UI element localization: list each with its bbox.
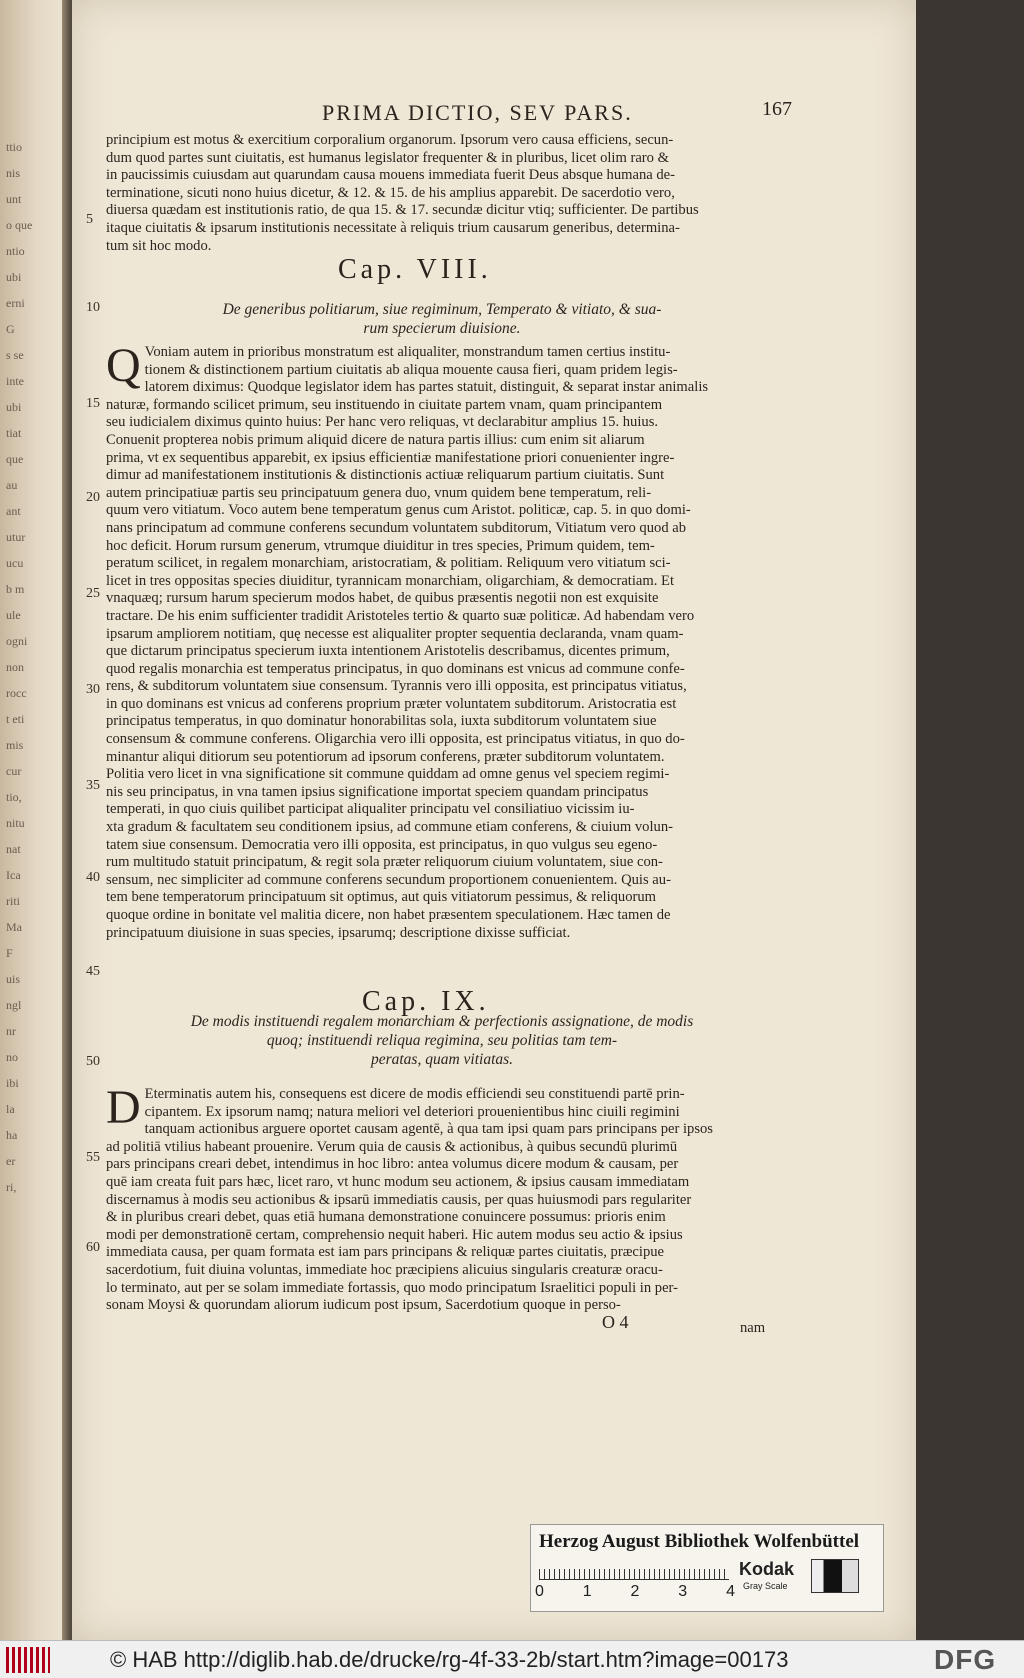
left-page-fragment: ubi: [6, 400, 22, 414]
text-line: quē iam creata fuit pars hæc, licet raro, vt hunc modum seu actionem, & ipsius causam immediatam: [106, 1173, 690, 1190]
text-line: sensum, nec simpliciter ad commune conferens secundum proportionem conuenientem. Quis au-: [106, 871, 671, 888]
chapter-9-heading: Cap. IX.: [362, 986, 490, 1017]
line-number: 50: [86, 1054, 100, 1069]
text-line: Politia vero licet in vna significatione sit commune quiddam ad omne genus vel speciem regimi-: [106, 766, 670, 783]
text-line: Voniam autem in prioribus monstratum est aliqualiter, monstrandum tamen certius institu-: [144, 344, 671, 360]
scale-numbers: [535, 1583, 735, 1601]
left-page-fragment: nat: [6, 842, 21, 856]
chapter-8-body: [106, 339, 761, 942]
text-line: tem bene temperatorum principatuum sit optimus, aut quis vitiatorum pessimus, & reliquorum: [106, 889, 657, 906]
line-number: 15: [86, 396, 100, 411]
text-line: in paucissimis cuiusdam aut quarundam causa mouens immediata fuerit Deus absque humana de-: [106, 167, 675, 184]
line-number: 45: [86, 964, 100, 979]
left-page-fragment: riti: [6, 894, 20, 908]
chapter-8-heading: Cap. VIII.: [338, 254, 492, 285]
text-line: terminatione, sicuti nono huius dicetur, & 12. & 15. de his amplius apparebit. De sacerdotio vero,: [106, 184, 675, 201]
text-line: in quo dominans est vnicus ad conferens proprium præter voluntatem subditorum. Aristocratia est: [106, 695, 677, 712]
text-line: rum multitudo statuit principatum, & regit sola præter reliquorum ciuium voluntatem, siue con-: [106, 854, 663, 871]
left-page-fragment: uis: [6, 972, 21, 986]
drop-cap: D: [106, 1081, 141, 1134]
text-line: seu iudicialem diximus quinto huius: Per hanc vero reliquas, vt declarabitur amplius 15. huius.: [106, 414, 659, 431]
text-line: tractare. De his enim sufficienter tradidit Aristoteles tertio & quarto suæ politicæ. Ad habendam vero: [106, 607, 695, 624]
line-number: 35: [86, 778, 100, 793]
left-page-fragment: ogni: [6, 634, 28, 648]
footer-bar: [0, 1640, 1024, 1678]
running-head: PRIMA DICTIO, SEV PARS.: [322, 100, 633, 125]
left-page-fragment: nitu: [6, 816, 25, 830]
text-line: discernamus à modis seu actionibus & ipsarū immediatis causis, per quas huiusmodi pars regulariter: [106, 1191, 692, 1208]
text-line: immediata causa, per quam formata est iam pars principans & reliquæ partes ciuitatis, præcipue: [106, 1244, 665, 1261]
text-line: lo terminato, aut per se solam immediate fortassis, quo modo principatum Israelitici populi in per-: [106, 1279, 678, 1296]
left-page-fragment: o que: [6, 218, 33, 232]
text-line: tatem siue consensum. Democratia vero illi opposita, est principatus, in quo vulgus seu egeno-: [106, 836, 658, 853]
text-line: tum sit hoc modo.: [106, 237, 212, 254]
text-line: dum quod partes sunt ciuitatis, est humanus legislator frequenter & in pluribus, licet olim raro &: [106, 149, 669, 166]
left-page-fragment: ule: [6, 608, 21, 622]
left-page-fragment: ntio: [6, 244, 25, 258]
text-line: cipantem. Ex ipsorum namq; natura meliori vel deteriori prouenientibus hinc ciuili regimini: [144, 1103, 680, 1120]
left-page-fragment: no: [6, 1050, 18, 1064]
catchword: nam: [740, 1320, 766, 1336]
text-line: itaque ciuitatis & ipsarum institutionis necessitate à reliquis trium causarum generibus, determina-: [106, 219, 680, 236]
line-number: 5: [86, 212, 93, 227]
text-line: nans principatum ad commune conferens secundum voluntatem subditorum, Vitiatum vero quod ab: [106, 519, 687, 536]
text-line: xta gradum & facultatem seu conditionem ipsius, ad commune etiam conferens, & ciuium volun-: [106, 819, 673, 836]
left-page-fragment: ha: [6, 1128, 18, 1142]
text-line: hoc deficit. Horum rursum generum, vtrumque diuiditur in tres species, Primum quidem, tem-: [106, 537, 655, 554]
left-page-fragment: inte: [6, 374, 24, 388]
left-page-fragment: ibi: [6, 1076, 19, 1090]
left-page-fragment: unt: [6, 192, 22, 206]
left-page-fragment: tiat: [6, 426, 22, 440]
left-page-fragment: que: [6, 452, 24, 466]
scale-number: 0: [535, 1583, 544, 1600]
left-page-fragment: tio,: [6, 790, 22, 804]
left-page-fragment: utur: [6, 530, 26, 544]
left-page-fragment: s se: [6, 348, 24, 362]
chapter-9-body: [106, 1081, 761, 1315]
text-line: & in pluribus creari debet, quas etiā humana demonstratione conuincere possumus: prioris enim: [106, 1209, 666, 1226]
text-line: nis seu principatus, in vna tamen ipsius significatione importat speciem quandam principatus: [106, 783, 649, 800]
scale-number: 1: [582, 1583, 592, 1600]
subtitle-line: quoq; instituendi reliqua regimina, seu politias tam tem-: [266, 1032, 618, 1049]
left-page-fragment: F: [6, 946, 13, 960]
text-line: dimur ad manifestationem institutionis & distinctionis actiuæ reliquarum partium ciuitatis. Sunt: [106, 467, 665, 484]
left-page-fragment: G: [6, 322, 15, 336]
barcode-icon: [6, 1647, 50, 1673]
drop-cap: Q: [106, 339, 141, 392]
subtitle-line: De modis instituendi regalem monarchiam & perfectionis assignatione, de modis: [190, 1013, 694, 1030]
kodak-logo: Kodak: [739, 1559, 795, 1579]
text-line: rens, & subditorum voluntatem siue consensum. Tyrannis vero illi opposita, est principatus vitiatus,: [106, 678, 687, 695]
left-page-fragment: ngl: [6, 998, 22, 1012]
left-page-fragment: mis: [6, 738, 24, 752]
chapter-9-subtitle: [132, 1012, 752, 1069]
text-line: ad politiā vtilius habeant prouenire. Verum quia de causis & actionibus, à quibus secundū plurimū: [106, 1138, 678, 1155]
left-page-fragment: b m: [6, 582, 25, 596]
text-line: quum vero vitiatum. Voco autem bene temperatum genus cum Aristot. politicæ, cap. 5. in quo domi-: [106, 502, 691, 519]
line-number: 40: [86, 870, 100, 885]
left-page-fragment: ubi: [6, 270, 22, 284]
text-line: Conuenit propterea nobis primum aliquid dicere de natura partis illius: cum enim sit aliarum: [106, 431, 645, 448]
text-line: temperati, in quo ciuis quilibet participat aliqualiter principatu vel consiliatiuo vicissim iu-: [106, 801, 635, 818]
kodak-subtitle: Gray Scale: [743, 1581, 788, 1591]
left-page-fragment: er: [6, 1154, 16, 1168]
text-line: Eterminatis autem his, consequens est dicere de modis efficiendi seu constituendi partē prin-: [144, 1086, 685, 1102]
text-line: diuersa quædam est institutionis ratio, de qua 15. & 17. secundæ dicitur vtiq; sufficienter. De partibus: [106, 202, 699, 219]
left-page-fragment: Ma: [6, 920, 22, 934]
text-line: consensum & commune conferens. Oligarchia vero illi opposita, est principatus vitiatus, in quo do-: [106, 731, 685, 748]
text-line: autem principatiuæ partis seu principatuum genera duo, vnum quidem bene temperatum, reli-: [106, 484, 652, 501]
left-page-fragment: ttio: [6, 140, 23, 154]
text-line: peratum scilicet, in regalem monarchiam, aristocratiam, & politiam. Reliquum vero vitiatum sci-: [106, 555, 671, 572]
chapter-8-subtitle: [132, 300, 752, 338]
left-page-fragment: nis: [6, 166, 21, 180]
subtitle-line: rum specierum diuisione.: [363, 320, 521, 337]
text-line: que dictarum principatus specierum iuxta intentionem Aristotelis describamus, dicentes primum,: [106, 643, 670, 660]
left-page-fragment: rocc: [6, 686, 27, 700]
scale-number: 4: [726, 1583, 735, 1600]
scale-ruler: [539, 1561, 729, 1580]
text-line: ipsarum ampliorem notitiam, quę necesse est aliqualiter propter sequentia declaranda, vnam quam-: [106, 625, 684, 642]
scale-number: 2: [630, 1583, 640, 1600]
dfg-logo: DFG: [934, 1644, 997, 1675]
text-line: pars principans creari debet, intendimus in hoc libro: antea volumus dicere modum & causam, per: [106, 1156, 679, 1173]
text-line: sacerdotium, fuit diuina voluntas, immediate hoc præcipiens alicuius singularis creaturæ oracu-: [106, 1261, 663, 1278]
left-page-fragment: ant: [6, 504, 21, 518]
reference-card: [530, 1524, 884, 1612]
gray-scale-patch: [811, 1559, 859, 1593]
text-line: quoque ordine in bonitate vel malitia dicere, non habet præsentem speculationem. Hæc tamen de: [106, 907, 671, 923]
line-number: 30: [86, 682, 100, 697]
scale-number: 3: [678, 1583, 688, 1600]
library-name: Herzog August Bibliothek Wolfenbüttel: [539, 1531, 860, 1552]
text-line: tionem & distinctionem partium ciuitatis ab aliqua mouente causa fieri, quam pridem legis-: [144, 361, 678, 378]
text-line: principium est motus & exercitium corporalium organorum. Ipsorum vero causa efficiens, secun-: [106, 132, 674, 148]
line-number: 10: [86, 300, 100, 315]
left-page-fragment: Ica: [6, 868, 21, 882]
left-page-fragment: non: [6, 660, 24, 674]
line-number: 60: [86, 1240, 100, 1255]
text-line: minantur aliqui ditiorum seu potentiorum ad ipsorum conferens, præter subditorum voluntatem.: [106, 748, 665, 765]
left-page-fragment: nr: [6, 1024, 16, 1038]
subtitle-line: De generibus politiarum, siue regiminum, Temperato & vitiato, & sua-: [222, 301, 662, 318]
subtitle-line: peratas, quam vitiatas.: [370, 1051, 514, 1068]
line-number: 25: [86, 586, 100, 601]
left-page-fragment: ucu: [6, 556, 24, 570]
signature-mark: O 4: [602, 1312, 629, 1332]
text-line: naturæ, formando scilicet primum, seu instituendo in ciuitate partem vnam, quam principantem: [106, 396, 663, 413]
text-line: latorem diximus: Quodque legislator idem has partes statuit, distinguit, & separat instar animalis: [144, 379, 709, 396]
text-line: tanquam actionibus arguere oportet causam agentē, à qua tam ipsi quam pars principans per ipsos: [144, 1121, 713, 1138]
left-page-fragment: erni: [6, 296, 25, 310]
text-line: principatuum diuisione in suas species, ipsarumq; descriptione dixisse sufficiat.: [106, 924, 571, 941]
left-page-fragment: t eti: [6, 712, 25, 726]
text-line: quod regalis monarchia est temperatus principatus, in quo dominans est vnicus ad commune confe-: [106, 660, 685, 677]
text-line: prima, vt ex sequentibus apparebit, ex ipsius efficientiæ manifestatione priori conuenienter ingre-: [106, 449, 675, 466]
line-number: 55: [86, 1150, 100, 1165]
text-line: licet in tres oppositas species diuiditur, tyrannicam monarchiam, oligarchiam, & democratiam. Et: [106, 572, 675, 589]
left-page-fragment: cur: [6, 764, 22, 778]
book-page: [72, 0, 916, 1640]
footer-link[interactable]: © HAB http://diglib.hab.de/drucke/rg-4f-33-2b/start.htm?image=00173: [110, 1647, 789, 1672]
left-page-fragment: ri,: [6, 1180, 17, 1194]
text-line: sonam Moysi & quorundam aliorum iudicum post ipsum, Sacerdotium quoque in perso-: [106, 1297, 621, 1314]
text-line: principatus temperatus, in quo dominatur honorabilitas sola, iuxta subditorum voluntatem siue: [106, 713, 657, 730]
intro-paragraph: [106, 132, 761, 255]
left-page-fragment: la: [6, 1102, 15, 1116]
text-line: modi per demonstrationē certam, comprehensio nequit haberi. Hic autem modus seu actio & ipsius: [106, 1226, 683, 1243]
left-page-fragment: au: [6, 478, 18, 492]
page-number: 167: [762, 98, 792, 120]
line-number: 20: [86, 490, 100, 505]
text-line: vnaquæq; rursum harum specierum modos habet, de quibus præsentis negotii non est exquisite: [106, 590, 659, 607]
